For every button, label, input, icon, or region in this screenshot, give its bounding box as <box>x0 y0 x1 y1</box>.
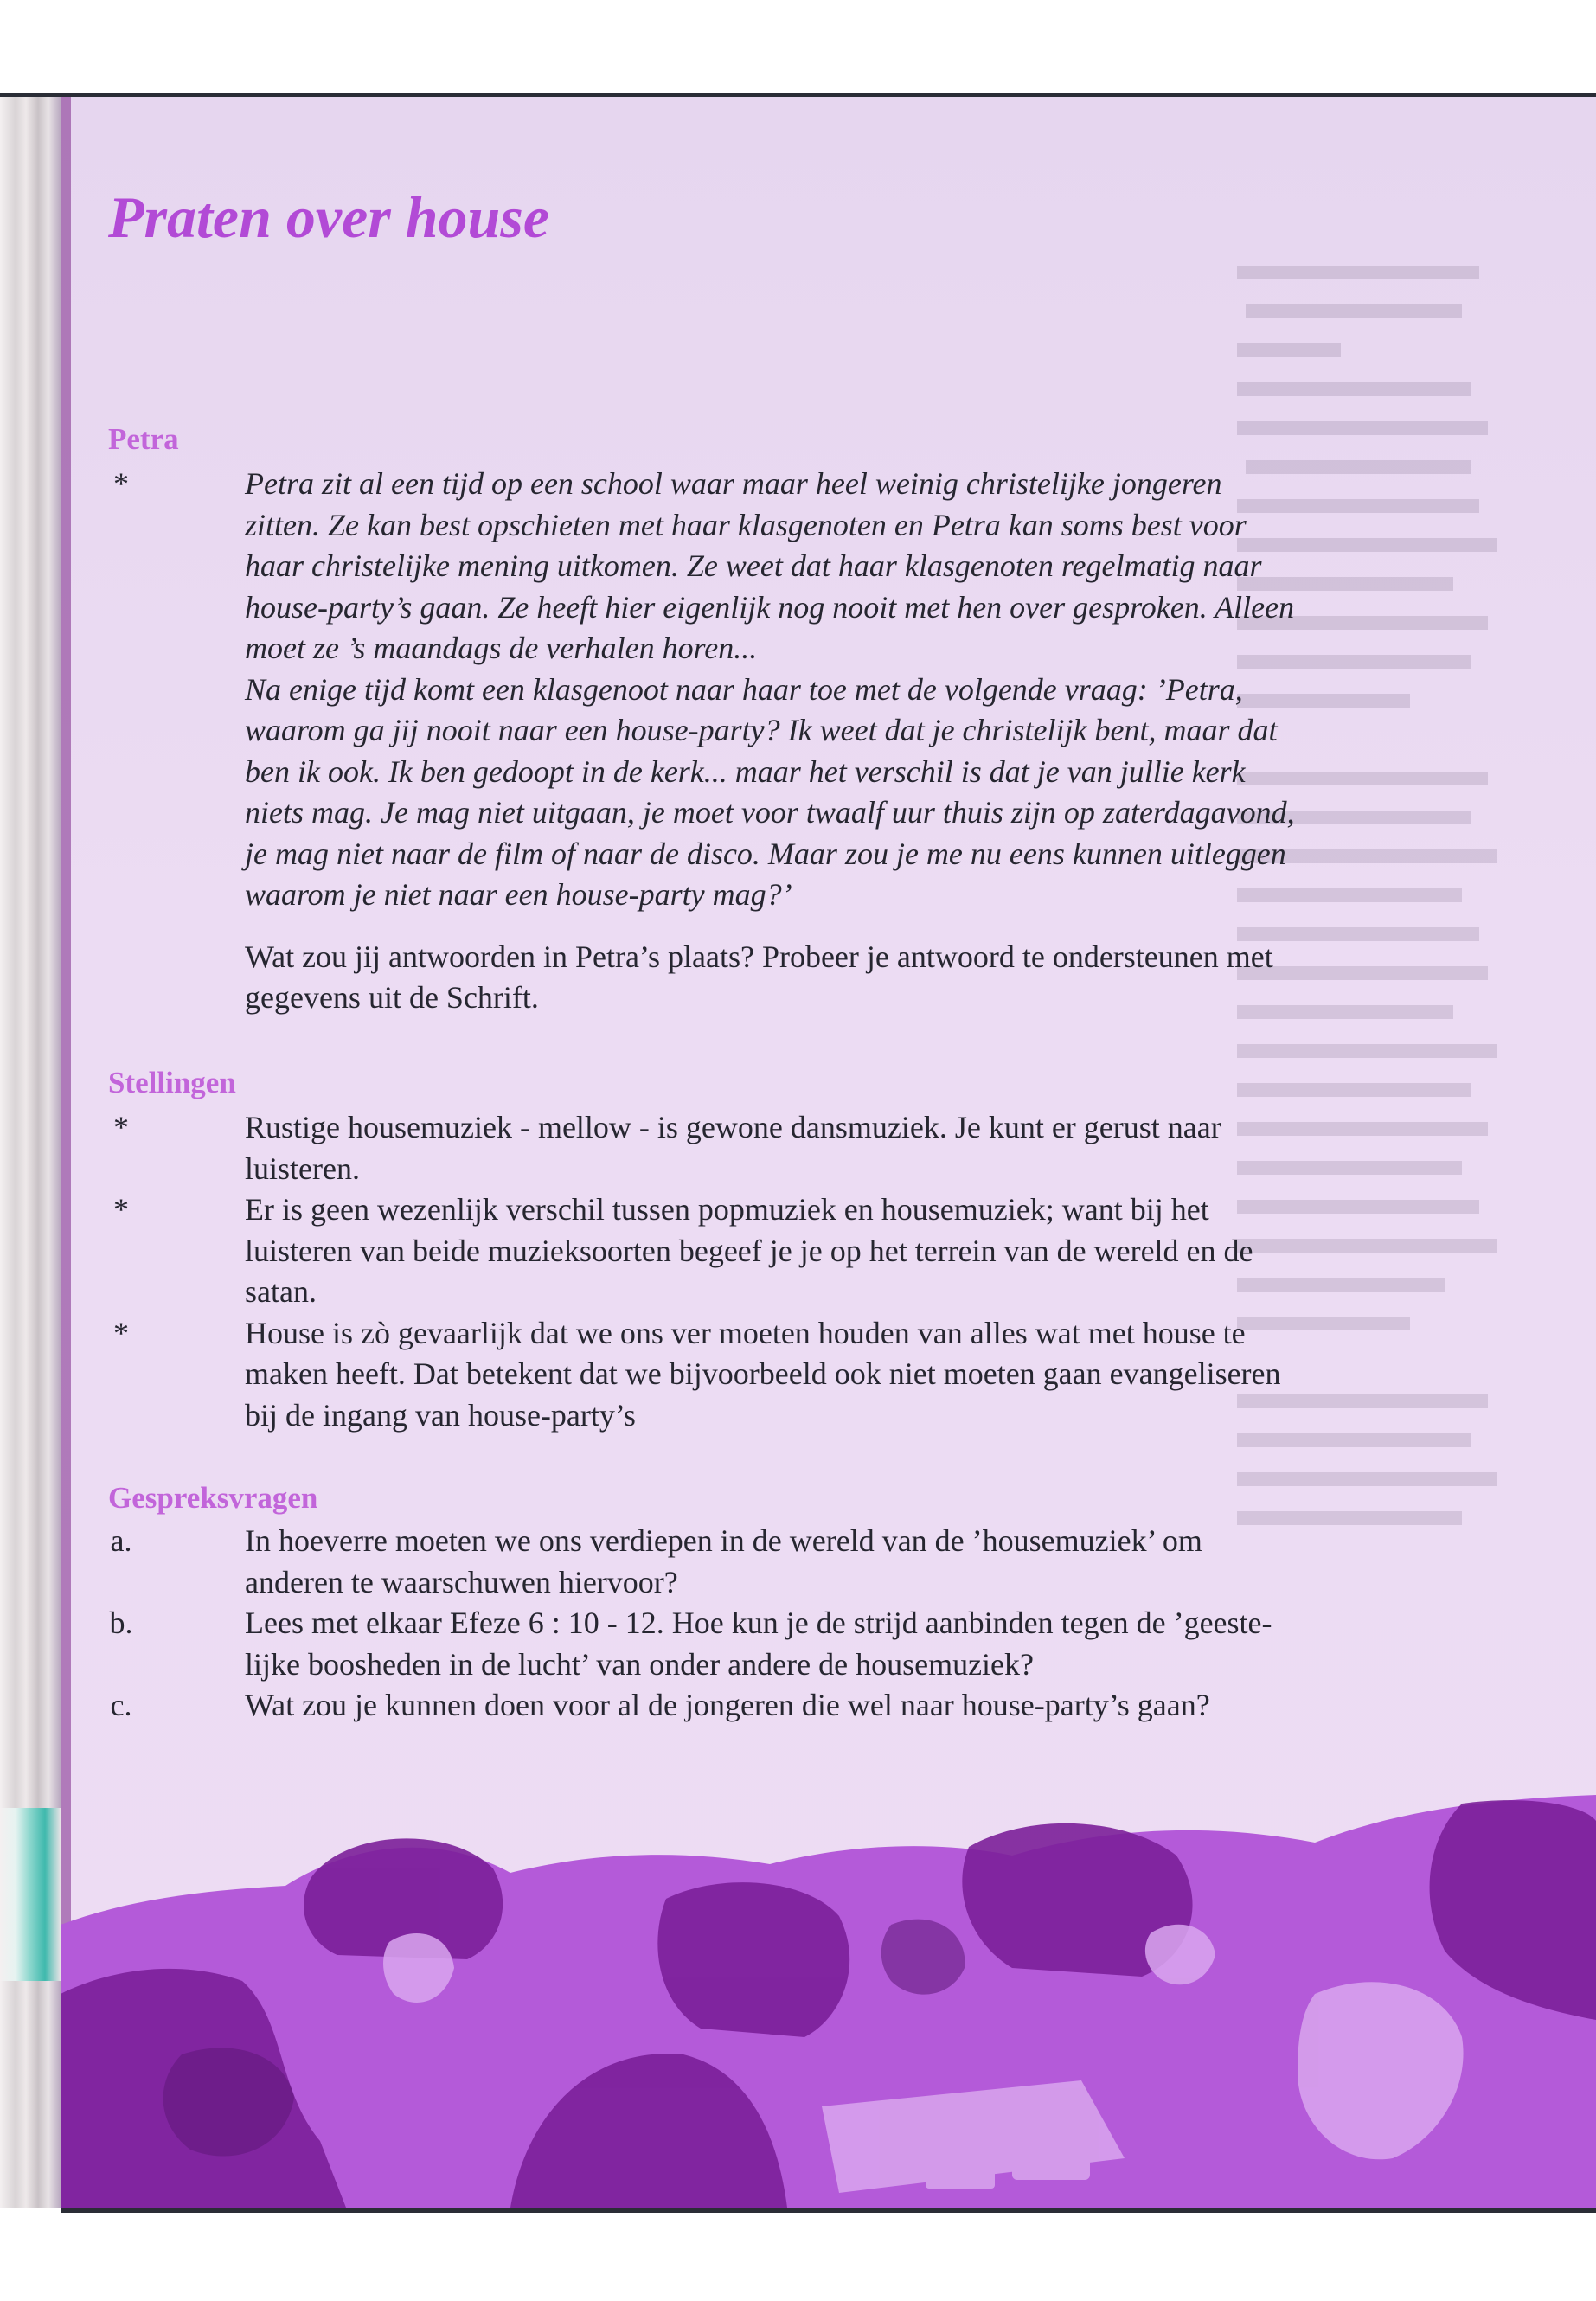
text-line: Wat zou jij antwoorden in Petra’s plaats? Probeer je antwoord te ondersteunen met <box>245 939 1273 974</box>
case-question <box>245 937 1473 1019</box>
item-marker: b. <box>109 1606 133 1640</box>
text-line: gegevens uit de Schrift. <box>245 980 539 1015</box>
list-item <box>108 1189 1492 1313</box>
text-line: maken heeft. Dat betekent dat we bijvoorbeeld ook niet moeten gaan evangeliseren <box>245 1356 1281 1391</box>
text-line: bij de ingang van house-party’s <box>245 1397 636 1433</box>
petra-case <box>108 464 1492 1019</box>
text-line: satan. <box>245 1274 317 1309</box>
group-photo <box>61 1795 1596 2208</box>
text-line: Wat zou je kunnen doen voor al de jongeren die wel naar house-party’s gaan? <box>245 1688 1210 1722</box>
case-story <box>108 464 1492 916</box>
bullet-marker: * <box>113 1192 129 1227</box>
text-line: lijke boosheden in de lucht’ van onder andere de housemuziek? <box>245 1646 1035 1682</box>
section-heading-stellingen: Stellingen <box>108 1066 236 1099</box>
text-line: je mag niet naar de film of naar de disco. Maar zou je me nu eens kunnen uitleggen <box>245 836 1286 871</box>
text-line: luisteren. <box>245 1150 360 1186</box>
gespreksvragen-list <box>108 1521 1492 1727</box>
text-line: zitten. Ze kan best opschieten met haar klasgenoten en Petra kan soms best voor <box>245 507 1247 542</box>
section-heading-gespreksvragen: Gespreksvragen <box>108 1481 318 1515</box>
text-line: Na enige tijd komt een klasgenoot naar haar toe met de volgende vraag: ’Petra, <box>245 671 1243 707</box>
text-line: Lees met elkaar Efeze 6 : 10 - 12. Hoe kun je de strijd aanbinden tegen de ’geeste- <box>245 1606 1272 1640</box>
text-line: Petra zit al een tijd op een school waar maar heel weinig christelijke jongeren <box>245 466 1222 501</box>
text-line: waarom ga jij nooit naar een house-party? Ik weet dat je christelijk bent, maar dat <box>245 713 1278 747</box>
text-line: haar christelijke mening uitkomen. Ze weet dat haar klasgenoten regelmatig naar <box>245 548 1262 583</box>
scan-top-margin <box>0 0 1596 97</box>
text-line: Er is geen wezenlijk verschil tussen popmuziek en housemuziek; want bij het <box>245 1192 1209 1227</box>
scan-bottom-margin <box>0 2208 1596 2301</box>
text-line: anderen te waarschuwen hiervoor? <box>245 1564 678 1599</box>
bullet-marker: * <box>113 1110 129 1144</box>
list-item <box>108 1521 1492 1603</box>
stellingen-list <box>108 1107 1492 1436</box>
text-line: waarom je niet naar een house-party mag?’ <box>245 877 792 912</box>
text-line: luisteren van beide muzieksoorten begeef je je op het terrein van de wereld en de <box>245 1233 1253 1268</box>
item-marker: c. <box>110 1688 132 1722</box>
item-marker: a. <box>110 1523 132 1558</box>
text-line: moet ze ’s maandags de verhalen horen... <box>245 631 758 665</box>
text-line: ben ik ook. Ik ben gedoopt in de kerk... maar het verschil is dat je van jullie kerk <box>245 753 1246 789</box>
bullet-marker: * <box>113 466 129 501</box>
page-title: Praten over house <box>108 184 549 250</box>
text-line: House is zò gevaarlijk dat we ons ver moeten houden van alles wat met house te <box>245 1315 1246 1350</box>
text-line: Rustige housemuziek - mellow - is gewone dansmuziek. Je kunt er gerust naar <box>245 1110 1221 1144</box>
list-item <box>108 1313 1492 1437</box>
list-item <box>108 1685 1492 1727</box>
text-line: niets mag. Je mag niet uitgaan, je moet voor twaalf uur thuis zijn op zaterdagavond, <box>245 795 1295 830</box>
list-item <box>108 1603 1492 1685</box>
bullet-marker: * <box>113 1315 129 1350</box>
section-heading-petra: Petra <box>108 422 179 456</box>
text-line: house-party’s gaan. Ze heeft hier eigenlijk nog nooit met hen over gesproken. Alleen <box>245 589 1295 625</box>
page-edge-tab <box>0 1808 61 1981</box>
list-item <box>108 1107 1492 1189</box>
text-line: In hoeverre moeten we ons verdiepen in de wereld van de ’housemuziek’ om <box>245 1523 1202 1558</box>
